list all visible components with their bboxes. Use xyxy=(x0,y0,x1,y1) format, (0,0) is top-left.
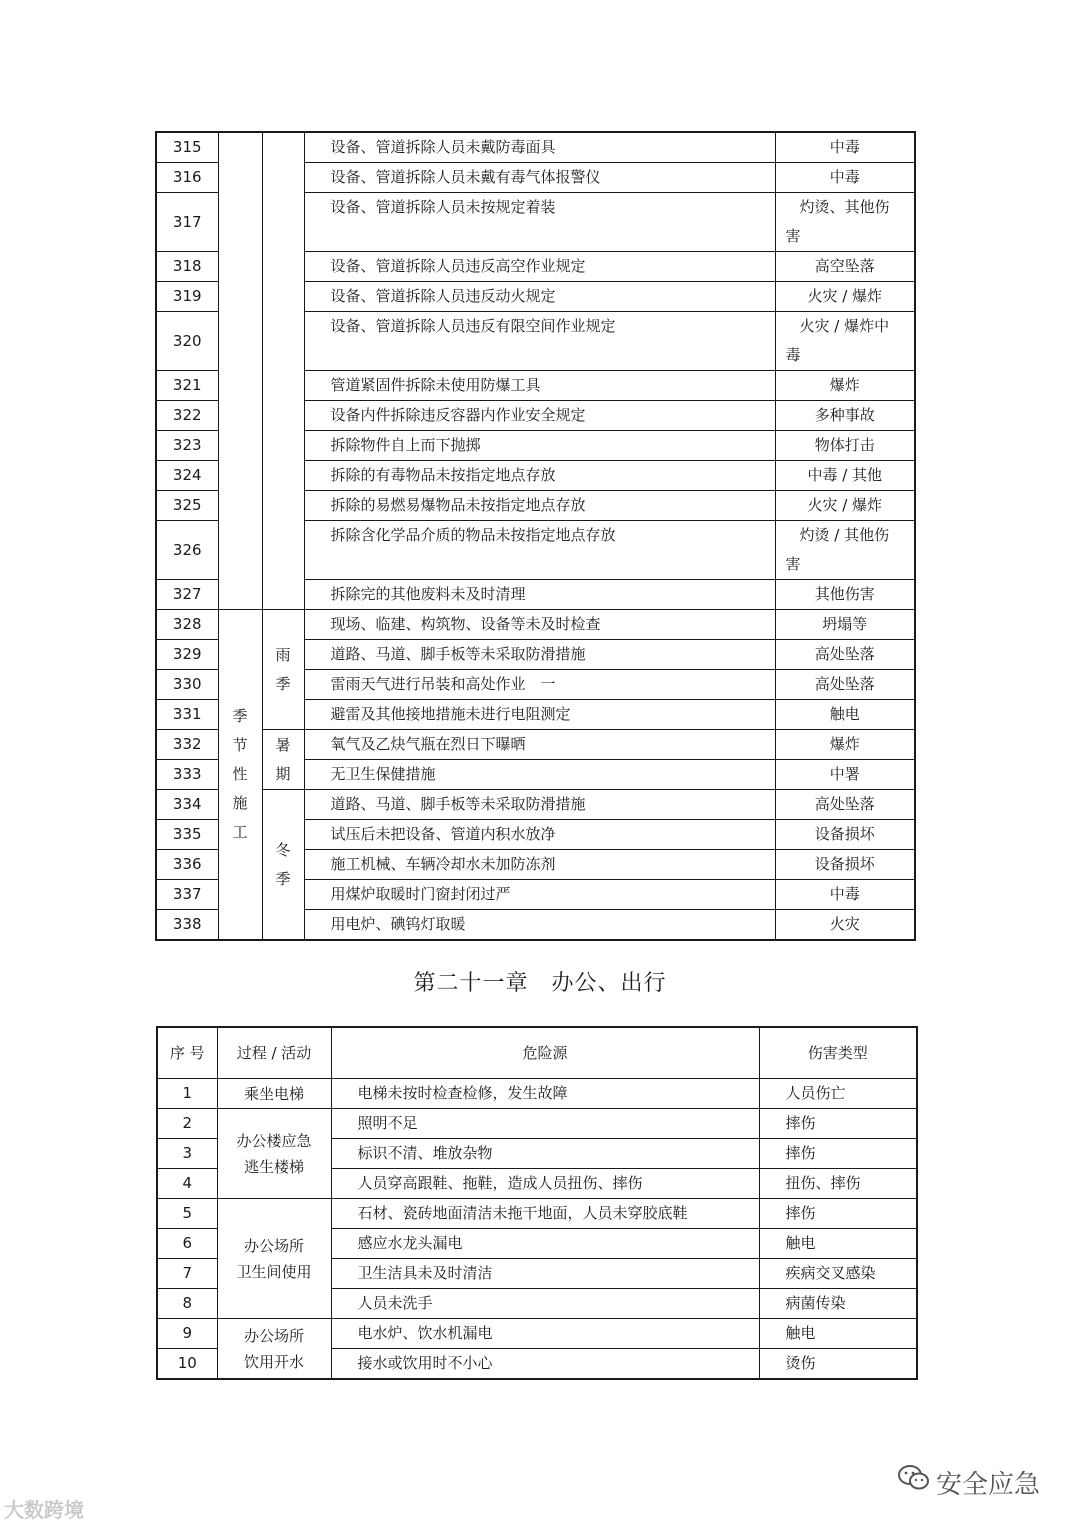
injury-text: 爆炸 xyxy=(829,735,860,753)
injury-text: 坍塌等 xyxy=(822,615,868,633)
subcategory-summer xyxy=(262,730,304,790)
injury-cell xyxy=(775,910,915,941)
injury-cell: 摔伤 xyxy=(759,1109,917,1139)
injury-text: 火灾 xyxy=(829,915,860,933)
row-number: 317 xyxy=(156,193,218,252)
injury-text: 火灾 / 爆炸 xyxy=(807,287,883,305)
process-text: 办公场所 xyxy=(243,1236,304,1255)
injury-cell xyxy=(775,760,915,790)
injury-text: 设备损坏 xyxy=(814,855,875,873)
row-number: 320 xyxy=(156,312,218,371)
chapter-title: 第二十一章 办公、出行 xyxy=(413,971,667,996)
hazard-cell: 设备、管道拆除人员违反有限空间作业规定 xyxy=(304,312,775,371)
row-number: 2 xyxy=(157,1109,217,1139)
header-hazard: 危险源 xyxy=(331,1027,759,1079)
category-seasonal xyxy=(218,610,262,941)
injury-cell xyxy=(775,610,915,640)
injury-text: 火灾 / 爆炸中 xyxy=(799,317,890,335)
hazard-cell: 设备、管道拆除人员违反高空作业规定 xyxy=(304,252,775,282)
injury-text: 灼烫、其他伤 xyxy=(799,198,890,216)
row-number: 336 xyxy=(156,850,218,880)
hazard-cell: 设备、管道拆除人员违反动火规定 xyxy=(304,282,775,312)
category-cell-blank xyxy=(218,132,262,610)
watermark-right: 安全应急 xyxy=(936,1470,1041,1500)
row-number: 330 xyxy=(156,670,218,700)
hazard-cell: 管道紧固件拆除未使用防爆工具 xyxy=(304,371,775,401)
subcategory-char: 季 xyxy=(275,674,291,693)
injury-text: 物体打击 xyxy=(814,436,875,454)
hazard-cell: 照明不足 xyxy=(331,1109,759,1139)
hazard-cell: 避雷及其他接地措施未进行电阻测定 xyxy=(304,700,775,730)
injury-cell: 摔伤 xyxy=(759,1139,917,1169)
row-number: 334 xyxy=(156,790,218,820)
row-number: 318 xyxy=(156,252,218,282)
injury-cell xyxy=(775,193,915,252)
hazard-cell: 电水炉、饮水机漏电 xyxy=(331,1319,759,1349)
injury-cell xyxy=(775,700,915,730)
hazard-cell: 拆除的易燃易爆物品未按指定地点存放 xyxy=(304,491,775,521)
row-number: 323 xyxy=(156,431,218,461)
subcategory-rain xyxy=(262,610,304,730)
hazard-table-office xyxy=(156,1026,918,1380)
table-row xyxy=(156,730,915,760)
row-number: 4 xyxy=(157,1169,217,1199)
row-number: 9 xyxy=(157,1319,217,1349)
injury-cell xyxy=(775,730,915,760)
header-injury: 伤害类型 xyxy=(759,1027,917,1079)
hazard-cell: 现场、临建、构筑物、设备等未及时检查 xyxy=(304,610,775,640)
injury-cell xyxy=(775,252,915,282)
injury-text: 毒 xyxy=(785,346,801,364)
header-process: 过程 / 活动 xyxy=(217,1027,331,1079)
process-text: 办公场所 xyxy=(243,1326,304,1345)
injury-cell: 烫伤 xyxy=(759,1349,917,1380)
row-number: 331 xyxy=(156,700,218,730)
injury-cell xyxy=(775,521,915,580)
injury-text: 设备损坏 xyxy=(814,825,875,843)
hazard-cell: 电梯未按时检查检修，发生故障 xyxy=(331,1079,759,1109)
hazard-cell: 试压后未把设备、管道内积水放净 xyxy=(304,820,775,850)
table-row xyxy=(156,132,915,163)
injury-cell xyxy=(775,132,915,163)
injury-text: 高空坠落 xyxy=(814,257,875,275)
injury-cell: 疾病交叉感染 xyxy=(759,1259,917,1289)
table-row xyxy=(157,1199,917,1229)
hazard-cell: 人员未洗手 xyxy=(331,1289,759,1319)
injury-text: 中毒 xyxy=(829,885,860,903)
table-row xyxy=(156,790,915,820)
injury-cell xyxy=(775,880,915,910)
injury-cell xyxy=(775,312,915,371)
subcategory-cell-blank xyxy=(262,132,304,610)
row-number: 337 xyxy=(156,880,218,910)
process-text: 逃生楼梯 xyxy=(243,1157,304,1176)
hazard-cell: 感应水龙头漏电 xyxy=(331,1229,759,1259)
row-number: 315 xyxy=(156,132,218,163)
process-text: 饮用开水 xyxy=(243,1352,304,1371)
injury-text: 高处坠落 xyxy=(814,675,875,693)
injury-cell xyxy=(775,790,915,820)
hazard-cell: 无卫生保健措施 xyxy=(304,760,775,790)
row-number: 333 xyxy=(156,760,218,790)
injury-cell xyxy=(775,461,915,491)
row-number: 316 xyxy=(156,163,218,193)
injury-text: 高处坠落 xyxy=(814,645,875,663)
hazard-cell: 人员穿高跟鞋、拖鞋，造成人员扭伤、摔伤 xyxy=(331,1169,759,1199)
injury-text: 灼烫 / 其他伤 xyxy=(799,526,890,544)
table-row xyxy=(157,1109,917,1139)
injury-text: 爆炸 xyxy=(829,376,860,394)
process-cell xyxy=(217,1079,331,1109)
row-number: 3 xyxy=(157,1139,217,1169)
row-number: 338 xyxy=(156,910,218,941)
hazard-table-construction xyxy=(155,131,916,941)
hazard-cell: 氧气及乙炔气瓶在烈日下曝晒 xyxy=(304,730,775,760)
hazard-cell: 卫生洁具未及时清洁 xyxy=(331,1259,759,1289)
hazard-cell: 施工机械、车辆冷却水未加防冻剂 xyxy=(304,850,775,880)
injury-cell: 病菌传染 xyxy=(759,1289,917,1319)
row-number: 321 xyxy=(156,371,218,401)
header-no: 序 号 xyxy=(157,1027,217,1079)
row-number: 332 xyxy=(156,730,218,760)
injury-cell: 摔伤 xyxy=(759,1199,917,1229)
row-number: 325 xyxy=(156,491,218,521)
injury-cell: 扭伤、摔伤 xyxy=(759,1169,917,1199)
table-row xyxy=(157,1319,917,1349)
hazard-cell: 拆除的有毒物品未按指定地点存放 xyxy=(304,461,775,491)
injury-cell: 人员伤亡 xyxy=(759,1079,917,1109)
row-number: 329 xyxy=(156,640,218,670)
injury-text: 其他伤害 xyxy=(814,585,875,603)
injury-text: 中毒 xyxy=(829,138,860,156)
row-number: 322 xyxy=(156,401,218,431)
injury-text: 高处坠落 xyxy=(814,795,875,813)
row-number: 10 xyxy=(157,1349,217,1380)
injury-text: 害 xyxy=(785,555,801,573)
subcategory-char: 暑 xyxy=(275,735,291,754)
subcategory-char: 冬 xyxy=(275,840,291,859)
injury-cell xyxy=(775,580,915,610)
category-char: 施 xyxy=(232,794,248,812)
subcategory-char: 期 xyxy=(275,764,291,783)
hazard-cell: 石材、瓷砖地面清洁未拖干地面，人员未穿胶底鞋 xyxy=(331,1199,759,1229)
row-number: 326 xyxy=(156,521,218,580)
injury-text: 害 xyxy=(785,227,801,245)
row-number: 328 xyxy=(156,610,218,640)
row-number: 8 xyxy=(157,1289,217,1319)
hazard-cell: 道路、马道、脚手板等未采取防滑措施 xyxy=(304,790,775,820)
process-cell xyxy=(217,1319,331,1380)
hazard-cell: 用煤炉取暖时门窗封闭过严 xyxy=(304,880,775,910)
table-row xyxy=(157,1079,917,1109)
process-cell xyxy=(217,1109,331,1199)
process-text: 卫生间使用 xyxy=(236,1262,312,1281)
row-number: 335 xyxy=(156,820,218,850)
row-number: 7 xyxy=(157,1259,217,1289)
subcategory-char: 雨 xyxy=(275,645,291,664)
row-number: 319 xyxy=(156,282,218,312)
injury-cell xyxy=(775,371,915,401)
hazard-cell: 设备内件拆除违反容器内作业安全规定 xyxy=(304,401,775,431)
process-cell xyxy=(217,1199,331,1319)
category-char: 性 xyxy=(232,765,248,783)
hazard-cell: 设备、管道拆除人员未戴防毒面具 xyxy=(304,132,775,163)
subcategory-winter xyxy=(262,790,304,941)
injury-text: 火灾 / 爆炸 xyxy=(807,496,883,514)
injury-text: 中毒 xyxy=(829,168,860,186)
hazard-cell: 标识不清、堆放杂物 xyxy=(331,1139,759,1169)
hazard-cell: 雷雨天气进行吊装和高处作业 一 xyxy=(304,670,775,700)
injury-text: 中署 xyxy=(829,765,860,783)
process-text: 乘坐电梯 xyxy=(243,1084,304,1103)
hazard-cell: 设备、管道拆除人员未按规定着装 xyxy=(304,193,775,252)
injury-cell xyxy=(775,431,915,461)
injury-cell: 触电 xyxy=(759,1319,917,1349)
hazard-cell: 道路、马道、脚手板等未采取防滑措施 xyxy=(304,640,775,670)
row-number: 1 xyxy=(157,1079,217,1109)
subcategory-char: 季 xyxy=(275,869,291,888)
category-char: 工 xyxy=(232,823,248,841)
category-char: 节 xyxy=(232,736,248,754)
row-number: 324 xyxy=(156,461,218,491)
injury-cell xyxy=(775,282,915,312)
hazard-cell: 拆除含化学品介质的物品未按指定地点存放 xyxy=(304,521,775,580)
injury-cell xyxy=(775,850,915,880)
injury-cell xyxy=(775,401,915,431)
watermark-left: 大数跨境 xyxy=(4,1498,84,1522)
wechat-icon xyxy=(898,1464,930,1492)
injury-cell: 触电 xyxy=(759,1229,917,1259)
hazard-cell: 拆除物件自上而下抛掷 xyxy=(304,431,775,461)
process-text: 办公楼应急 xyxy=(236,1131,312,1150)
hazard-cell: 拆除完的其他废料未及时清理 xyxy=(304,580,775,610)
injury-cell xyxy=(775,640,915,670)
row-number: 6 xyxy=(157,1229,217,1259)
row-number: 327 xyxy=(156,580,218,610)
injury-cell xyxy=(775,670,915,700)
hazard-cell: 设备、管道拆除人员未戴有毒气体报警仪 xyxy=(304,163,775,193)
injury-cell xyxy=(775,163,915,193)
injury-text: 触电 xyxy=(829,705,860,723)
injury-text: 多种事故 xyxy=(814,406,875,424)
row-number: 5 xyxy=(157,1199,217,1229)
injury-text: 中毒 / 其他 xyxy=(807,466,883,484)
hazard-cell: 接水或饮用时不小心 xyxy=(331,1349,759,1380)
table-row xyxy=(156,610,915,640)
injury-cell xyxy=(775,820,915,850)
hazard-cell: 用电炉、碘钨灯取暖 xyxy=(304,910,775,941)
category-char: 季 xyxy=(232,707,248,725)
injury-cell xyxy=(775,491,915,521)
